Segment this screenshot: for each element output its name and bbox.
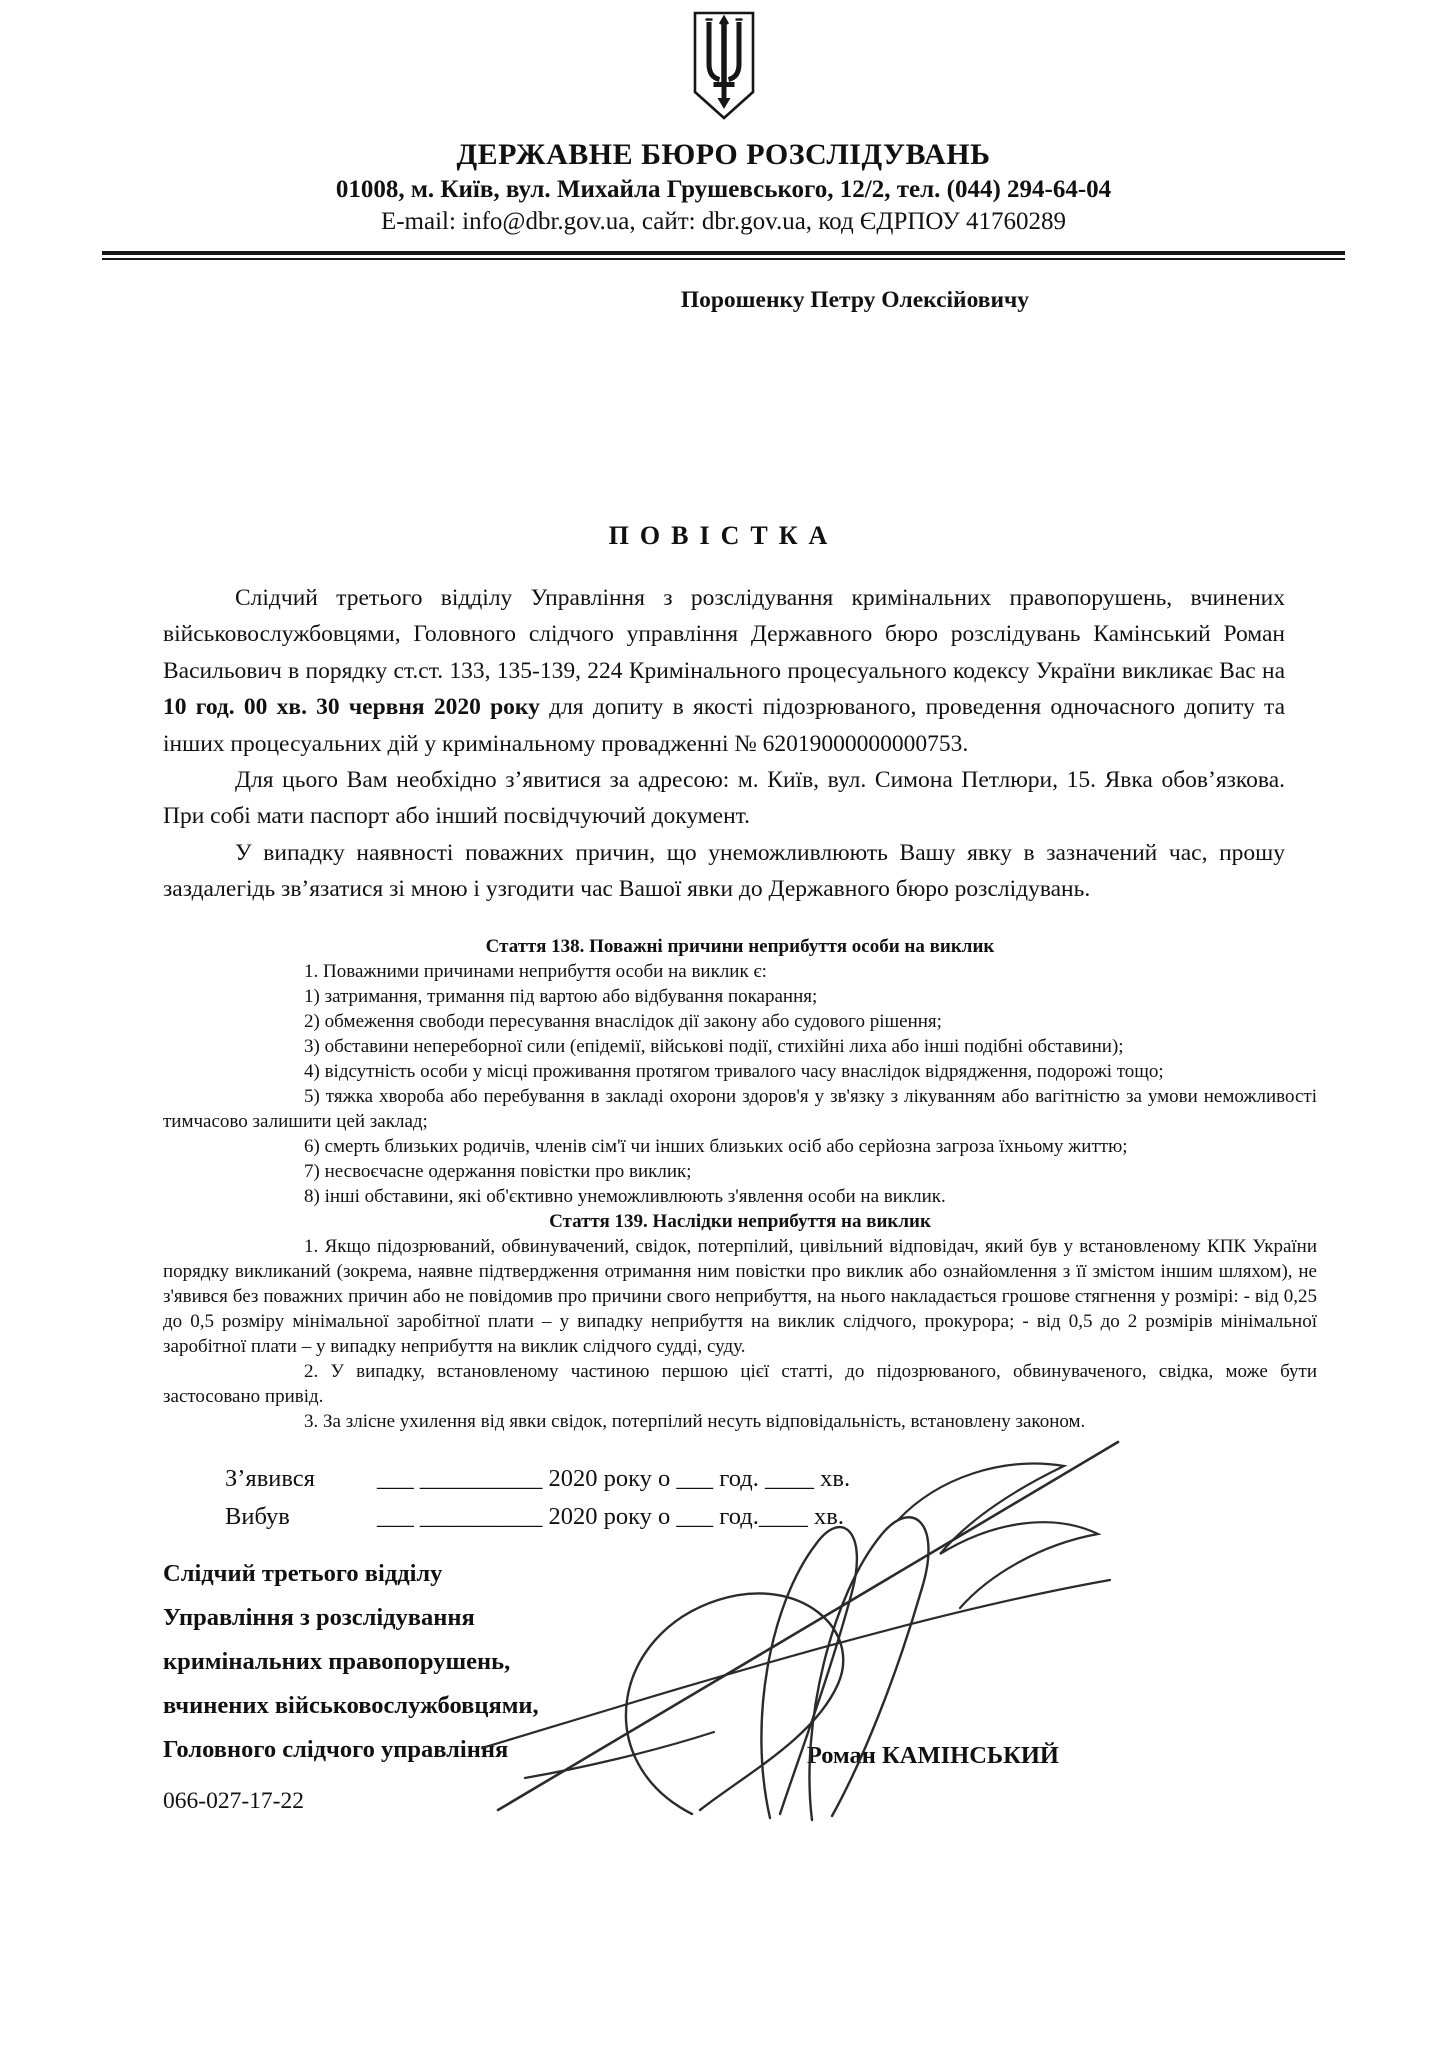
article-138-item: 2) обмеження свободи пересування внаслідок дії закону або судового рішення; xyxy=(304,1010,942,1032)
signer-position-line: Управління з розслідування xyxy=(163,1603,475,1631)
article-139-heading: Стаття 139. Наслідки неприбуття на виклик xyxy=(549,1210,931,1232)
appeared-label: З’явився xyxy=(225,1464,315,1492)
article-139-item: 3. За злісне ухилення від явки свідок, потерпілий несуть відповідальність, встановлену законом. xyxy=(304,1410,1086,1432)
footer-phone-number: 066-027-17-22 xyxy=(163,1787,304,1814)
departed-row xyxy=(225,1498,1285,1536)
article-139-item: 2. У випадку, встановленому частиною першою цієї статті, до підозрюваного, обвинуваченого, свідка, може бути застосовано привід. xyxy=(163,1360,1317,1407)
summons-datetime-bold: 10 год. 00 хв. 30 червня 2020 року xyxy=(163,694,540,721)
attendance-form xyxy=(225,1460,1285,1536)
signer-position-block xyxy=(163,1552,723,1772)
legal-articles-section xyxy=(163,934,1317,1434)
article-138-item: 1. Поважними причинами неприбуття особи на виклик є: xyxy=(304,960,767,982)
org-address-line: 01008, м. Київ, вул. Михайла Грушевського, 12/2, тел. (044) 294-64-04 xyxy=(335,176,1112,203)
article-139-item: 1. Якщо підозрюваний, обвинувачений, свідок, потерпілий, цивільний відповідач, який був у встановленому КПК України порядку викликаний (зокрема, наявне підтвердження отримання ним повістки про виклик або ознайомлення з її змістом іншим шляхом), не з'явився без поважних причин або не повідомив про причини свого неприбуття, на нього накладається грошове стягнення у розмірі: - від 0,25 до 0,5 розміру мінімальної заробітної плати – у випадку неприбуття на виклик слідчого, прокурора; - від 0,5 до 2 розмірів мінімальної заробітної плати – у випадку неприбуття на виклик слідчого судді, суду. xyxy=(163,1235,1317,1357)
paragraph-summons-text: Слідчий третього відділу Управління з розслідування кримінальних правопорушень, вчинених військовослужбовцями, Головного слідчого управління Державного бюро розслідувань Камінський Роман Васильович в порядку ст.ст. 133, 135-139, 224 Кримінального процесуального кодексу України викликає Вас на xyxy=(163,585,1285,684)
departed-blank-line: ___ __________ 2020 року о ___ год.____ хв. xyxy=(377,1502,844,1530)
signature-area xyxy=(0,1552,1447,1772)
document-body xyxy=(163,580,1285,908)
article-138-item: 8) інші обставини, які об'єктивно унеможливлюють з'явлення особи на виклик. xyxy=(304,1185,946,1207)
article-138-item: 4) відсутність особи у місці проживання протягом тривалого часу внаслідок відрядження, подорожі тощо; xyxy=(304,1060,1164,1082)
signer-position-line: вчинених військовослужбовцями, xyxy=(163,1691,539,1719)
paragraph-valid-reasons-note: У випадку наявності поважних причин, що унеможливлюють Вашу явку в зазначений час, прошу заздалегідь зв’язатися зі мною і узгодити час Вашої явки до Державного бюро розслідувань. xyxy=(163,839,1285,903)
paragraph-summons xyxy=(163,580,1285,762)
signer-name: Роман КАМІНСЬКИЙ xyxy=(806,1741,1059,1769)
appeared-row xyxy=(225,1460,1285,1498)
departed-label: Вибув xyxy=(225,1502,290,1530)
article-138-item: 7) несвоєчасне одержання повістки про виклик; xyxy=(304,1160,692,1182)
document-title: ПОВІСТКА xyxy=(608,521,839,550)
signer-position-line: кримінальних правопорушень, xyxy=(163,1647,511,1675)
article-138-item: 1) затримання, тримання під вартою або відбування покарання; xyxy=(304,985,818,1007)
article-138-item: 3) обставини непереборної сили (епідемії, військові події, стихійні лиха або інші подібні обставини); xyxy=(304,1035,1124,1057)
paragraph-address-instruction: Для цього Вам необхідно з’явитися за адресою: м. Київ, вул. Симона Петлюри, 15. Явка обов’язкова. При собі мати паспорт або інший посвідчуючий документ. xyxy=(163,767,1285,830)
article-138-item: 5) тяжка хвороба або перебування в закладі охорони здоров'я у зв'язку з лікуванням або вагітністю за умови неможливості тимчасово залишити цей заклад; xyxy=(163,1085,1317,1132)
paragraph-summons-tail: для допиту в якості підозрюваного, проведення одночасного допиту та інших процесуальних дій у кримінальному провадженні № 62019000000000753. xyxy=(163,694,1285,757)
header-divider-rule xyxy=(102,251,1345,260)
signer-position-line: Головного слідчого управління xyxy=(163,1735,509,1763)
org-name: ДЕРЖАВНЕ БЮРО РОЗСЛІДУВАНЬ xyxy=(456,138,991,171)
article-138-heading: Стаття 138. Поважні причини неприбуття особи на виклик xyxy=(485,935,995,957)
emblem-container xyxy=(0,0,1447,127)
org-contact-line: E-mail: info@dbr.gov.ua, сайт: dbr.gov.ua, код ЄДРПОУ 41760289 xyxy=(380,208,1067,235)
article-138-item: 6) смерть близьких родичів, членів сім'ї чи інших близьких осіб або серйозна загроза їхньому життю; xyxy=(304,1135,1128,1157)
appeared-blank-line: ___ __________ 2020 року о ___ год. ____ хв. xyxy=(377,1464,851,1492)
signer-position-line: Слідчий третього відділу xyxy=(163,1559,443,1587)
addressee-name: Порошенку Петру Олексійовичу xyxy=(680,287,1029,313)
ukraine-trident-emblem-icon xyxy=(692,10,756,122)
